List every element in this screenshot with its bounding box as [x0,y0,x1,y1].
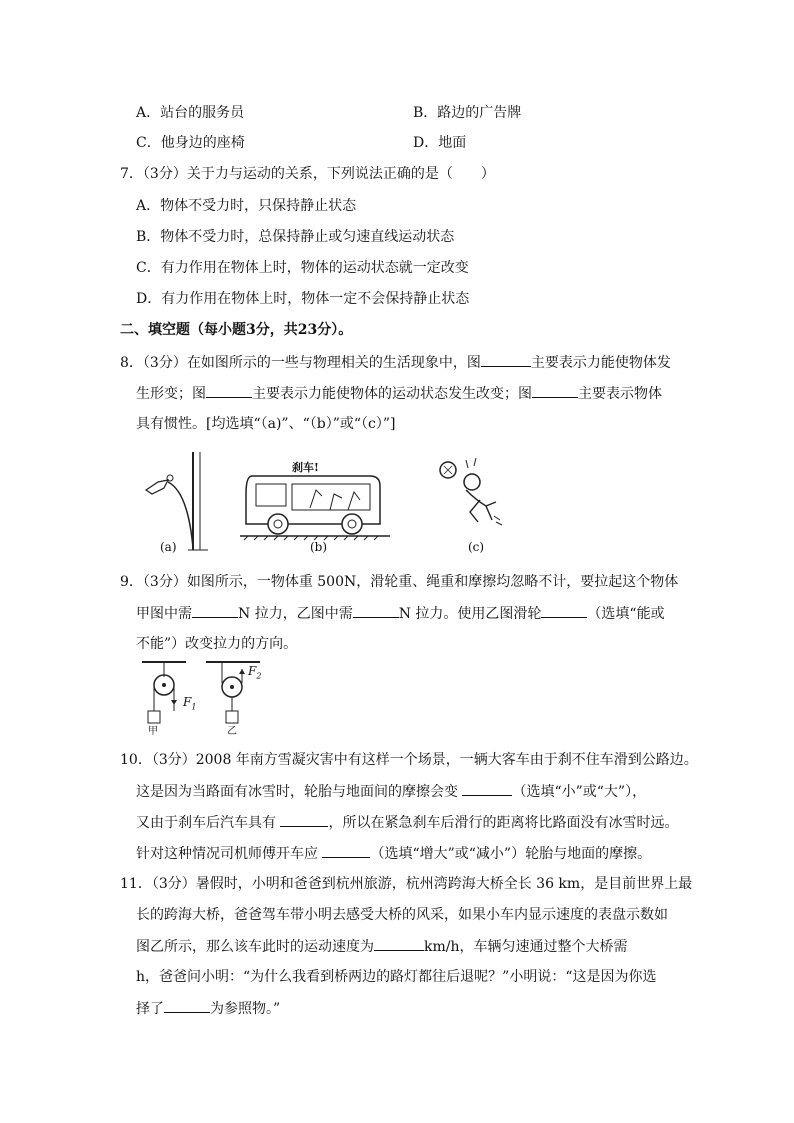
q10-text: （选填“小”或“大”）， [512,784,647,800]
q7-stem: 7．（3分）关于力与运动的关系，下列说法正确的是（ ） [120,166,495,182]
q8-line-3: 具有惯性。[均选填“（a)”、“（b）”或“（c）”] [136,416,396,432]
q10-text: ，所以在紧急刹车后滑行的距离将比路面没有冰雪时远。 [328,815,679,831]
q8-text: 主要表示力能使物体发 [530,355,671,371]
force-f1-label [183,695,196,711]
force-f1-letter: F [183,695,192,709]
force-f1-sub: 1 [191,702,197,712]
q10-line-1: 10．（3分）2008 年南方雪凝灾害中有这样一个场景，一辆大客车由于刹不住车滑到公路边。 [120,752,698,768]
answer-blank[interactable] [532,383,578,398]
q9-text: 甲图中需 [136,606,192,622]
q11-line-4: h，爸爸问小明：“为什么我看到桥两边的路灯都往后退呢？”小明说：“这是因为你选 [136,969,657,985]
q11-text: 图乙所示，那么该车此时的运动速度为 [136,939,374,955]
q10-text: 这是因为当路面有冰雪时，轮胎与地面间的摩擦会变 [136,784,463,800]
q10-text: 针对这种情况司机师傅开车应 [136,846,323,862]
q9-line-1: 9．（3分）如图所示，一物体重 500N，滑轮重、绳重和摩擦均忽略不计，要拉起这个物体 [120,574,679,590]
q7-option-a: A．物体不受力时，只保持静止状态 [136,198,357,214]
q9-line-3: 不能”）改变拉力的方向。 [136,636,298,652]
q10-line-2 [136,781,646,802]
q10-line-4 [136,843,651,864]
q8-text: 主要表示力能使物体的运动状态发生改变；图 [252,386,532,402]
q9-text: N 拉力，乙图中需 [238,606,353,622]
force-f2-label [248,664,261,680]
force-f2-sub: 2 [256,671,262,681]
q11-line-3 [136,936,628,957]
q9-text: N 拉力。使用乙图滑轮 [398,606,542,622]
q11-text: 择了 [136,1001,164,1017]
q11-line-1: 11．（3分）暑假时，小明和爸爸到杭州旅游，杭州湾跨海大桥全长 36 km，是目前世界上最 [120,876,693,892]
q8-text: 生形变；图 [136,386,206,402]
q11-text: 为参照物。” [210,1001,281,1017]
answer-blank[interactable] [541,603,587,618]
q7-option-c: C．有力作用在物体上时，物体的运动状态就一定改变 [136,260,469,276]
q6-option-d: D．地面 [413,135,467,151]
bus-brake-sign: 刹车! [292,461,319,474]
q9-text: （选填“能或 [587,606,665,622]
q6-option-a: A．站台的服务员 [136,105,245,121]
answer-blank[interactable] [481,352,531,367]
answer-blank[interactable] [322,843,370,858]
q10-text: 又由于刹车后汽车具有 [136,815,281,831]
q6-option-b: B．路边的广告牌 [413,105,522,121]
figure-a-pole-vault [138,452,218,552]
q8-line-2 [136,383,662,404]
answer-blank[interactable] [462,781,512,796]
q9-line-2 [136,603,665,624]
figure-jia-label: 甲 [148,726,158,737]
figure-a-label: (a) [160,540,177,554]
figure-c-heading-ball [436,456,506,538]
q8-line-1 [120,352,671,373]
q7-option-b: B．物体不受力时，总保持静止或匀速直线运动状态 [136,229,455,245]
figure-b-label: (b) [310,540,328,554]
section-fill-in-title: 二、填空题（每小题3分，共23分）。 [120,322,353,338]
answer-blank[interactable] [192,603,238,618]
answer-blank[interactable] [206,383,252,398]
q11-line-2: 长的跨海大桥，爸爸驾车带小明去感受大桥的风采，如果小车内显示速度的表盘示数如 [136,907,668,923]
figure-yi-label: 乙 [227,726,237,737]
q11-text: km/h，车辆匀速通过整个大桥需 [424,939,628,955]
figure-c-label: (c) [468,540,485,554]
force-f2-letter: F [248,664,257,678]
q8-text: 8．（3分）在如图所示的一些与物理相关的生活现象中，图 [120,355,481,371]
q10-text: （选填“增大”或“减小”）轮胎与地面的摩擦。 [370,846,652,862]
q10-line-3 [136,812,678,833]
q8-text: 主要表示物体 [578,386,662,402]
q6-option-c: C．他身边的座椅 [136,135,245,151]
q11-line-5 [136,998,280,1019]
answer-blank[interactable] [280,812,328,827]
answer-blank[interactable] [164,998,210,1013]
answer-blank[interactable] [353,603,399,618]
q7-option-d: D．有力作用在物体上时，物体一定不会保持静止状态 [136,291,470,307]
answer-blank[interactable] [374,936,424,951]
